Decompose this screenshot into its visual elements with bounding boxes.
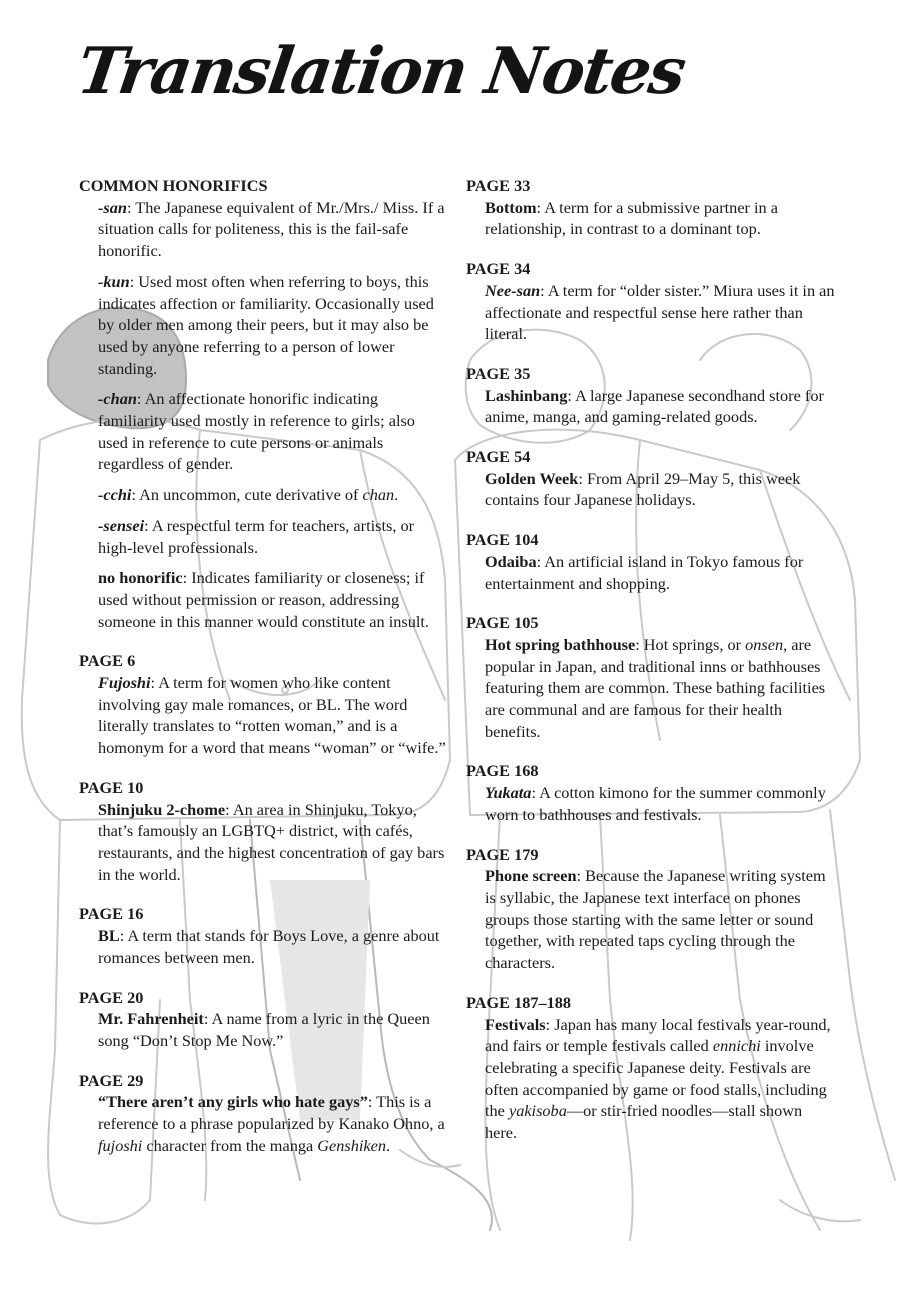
page-heading: PAGE 29	[79, 1070, 144, 1090]
section-page-6	[79, 650, 447, 759]
entry-san	[98, 197, 447, 262]
entry-text: : Hot springs, or	[635, 634, 746, 654]
entry-term: Yukata	[485, 783, 532, 803]
entry-term: Fujoshi	[98, 673, 151, 693]
entry-text: : A name from a lyric in the Queen song “Don’t Stop Me Now.”	[98, 1009, 430, 1050]
entry-text: : Japan has many local festivals year-round, and fairs or temple festivals called	[485, 1014, 831, 1056]
page-title: Translation Notes	[72, 34, 689, 109]
page-heading: PAGE 10	[79, 777, 144, 797]
entry-term: -sensei	[98, 515, 145, 535]
entry-text: : An uncommon, cute derivative of	[131, 485, 363, 505]
entry-fujoshi	[98, 672, 447, 759]
section-page-54	[466, 446, 836, 511]
entry-term: Odaiba	[485, 551, 537, 571]
page-heading: PAGE 16	[79, 904, 144, 924]
section-heading: COMMON HONORIFICS	[79, 176, 268, 195]
entry-text: : A respectful term for teachers, artists, or high-level professionals.	[98, 515, 415, 557]
section-page-10	[79, 777, 447, 886]
entry-text: : An artificial island in Tokyo famous for entertainment and shopping.	[485, 551, 804, 593]
entry-bl	[98, 925, 447, 968]
page-heading: PAGE 54	[466, 447, 531, 467]
page-heading: PAGE 179	[466, 844, 539, 864]
section-page-20	[79, 987, 447, 1052]
entry-text: : This is a reference to a phrase popularized by Kanako Ohno, a	[98, 1092, 445, 1134]
entry-hot-spring-bathhouse	[485, 634, 836, 743]
entry-italic: onsen	[745, 634, 784, 654]
entry-nee-san	[485, 280, 836, 345]
entry-text-tail: —or stir-fried noodles—stall shown here.	[485, 1101, 803, 1143]
entry-sensei	[98, 515, 447, 558]
entry-text: : An area in Shinjuku, Tokyo, that’s famously an LGBTQ+ district, with cafés, restaurants, and the highest concentration of gay bars in the world.	[98, 799, 445, 884]
entry-term: Shinjuku 2-chome	[98, 799, 226, 819]
entry-golden-week	[485, 468, 836, 511]
entry-term: Festivals	[485, 1014, 546, 1034]
page-heading: PAGE 34	[466, 259, 531, 279]
entry-text: : The Japanese equivalent of Mr./Mrs./ Miss. If a situation calls for politeness, this is the fail-safe honorific.	[98, 197, 445, 261]
entry-term: -chan	[98, 389, 137, 409]
entry-mr-fahrenheit	[98, 1008, 447, 1051]
entry-text: : From April 29–May 5, this week contains four Japanese holidays.	[485, 468, 801, 510]
section-page-16	[79, 903, 447, 968]
entry-odaiba	[485, 551, 836, 594]
entry-phone-screen	[485, 865, 836, 974]
entry-term: Nee-san	[485, 280, 541, 300]
section-page-168	[466, 760, 836, 825]
section-page-104	[466, 529, 836, 594]
entry-cchi	[98, 484, 447, 506]
page-heading: PAGE 187–188	[466, 992, 572, 1012]
entry-text: : A cotton kimono for the summer commonly worn to bathhouses and festivals.	[485, 783, 826, 824]
entry-term: Hot spring bathhouse	[485, 634, 636, 654]
entry-no-girls-hate-gays	[98, 1091, 447, 1156]
entry-text-tail: .	[394, 485, 399, 505]
entry-term: Mr. Fahrenheit	[98, 1009, 204, 1029]
entry-text: : A term that stands for Boys Love, a genre about romances between men.	[98, 926, 440, 967]
entry-text: : A term for women who like content involving gay male romances, or BL. The word literally translates to “rotten woman,” and is a homonym for a word that means “woman” or “wife.”	[98, 673, 446, 758]
entry-text: : Used most often when referring to boys, this indicates affection or familiarity. Occasionally used by older men among their peers, but it may also be used by anyone referring to a person of lower standing.	[98, 271, 434, 378]
entry-term: Golden Week	[485, 468, 579, 488]
entry-term: no honorific	[98, 568, 183, 588]
entry-term: BL	[98, 926, 120, 946]
section-page-29	[79, 1070, 447, 1157]
entry-lashinbang	[485, 385, 836, 428]
entry-text: : An affectionate honorific indicating familiarity used mostly in reference to girls; also used in reference to cute persons or animals regardless of gender.	[98, 389, 415, 474]
section-page-187-188	[466, 992, 836, 1144]
entry-term: Lashinbang	[485, 385, 568, 405]
entry-no-honorific	[98, 567, 447, 632]
entry-term: Bottom	[485, 197, 537, 217]
entry-yukata	[485, 782, 836, 825]
entry-term: -san	[98, 197, 127, 217]
section-common-honorifics	[79, 175, 447, 632]
page-heading: PAGE 104	[466, 530, 539, 550]
entry-italic: Genshiken	[317, 1135, 386, 1155]
entry-chan	[98, 388, 447, 475]
entry-term: “There aren’t any girls who hate gays”	[98, 1092, 368, 1112]
entry-italic: yakisoba	[508, 1101, 567, 1121]
page-heading: PAGE 168	[466, 761, 539, 781]
section-page-34	[466, 258, 836, 345]
entry-text: : Indicates familiarity or closeness; if used without permission or reason, addressing someone in this manner would constitute an insult.	[98, 568, 430, 631]
entry-term: -kun	[98, 271, 130, 291]
left-column	[79, 175, 447, 1174]
section-page-33	[466, 175, 836, 240]
entry-festivals	[485, 1014, 836, 1144]
right-column	[466, 175, 836, 1162]
entry-text-tail: , are popular in Japan, and traditional inns or bathhouses featuring them are common. These bathing facilities are communal and are famous for their health benefits.	[485, 634, 826, 741]
section-page-105	[466, 612, 836, 742]
entry-text: : A large Japanese secondhand store for anime, manga, and gaming-related goods.	[485, 385, 824, 427]
entry-bottom	[485, 197, 836, 240]
entry-kun	[98, 271, 447, 380]
entry-term: -cchi	[98, 485, 132, 505]
entry-shinjuku	[98, 799, 447, 886]
page-heading: PAGE 20	[79, 987, 144, 1007]
entry-text-tail: .	[386, 1135, 391, 1155]
section-page-35	[466, 363, 836, 428]
page-heading: PAGE 35	[466, 363, 531, 383]
entry-text: involve celebrating a specific Japanese deity. Festivals are often accompanied by game or food stalls, including the	[485, 1036, 827, 1121]
page-heading: PAGE 33	[466, 176, 531, 195]
entry-text: character from the manga	[142, 1135, 318, 1155]
entry-text: : A term for a submissive partner in a relationship, in contrast to a dominant top.	[485, 197, 778, 239]
entry-text: : A term for “older sister.” Miura uses it in an affectionate and respectful sense here rather than literal.	[485, 280, 835, 344]
section-page-179	[466, 844, 836, 974]
entry-italic: chan	[362, 485, 395, 505]
page-heading: PAGE 6	[79, 651, 136, 671]
entry-text: : Because the Japanese writing system is syllabic, the Japanese text interface on phones groups those starting with the same letter or sound together, with repeated taps cycling through the characters.	[485, 866, 826, 973]
entry-italic: ennichi	[712, 1036, 761, 1056]
page-heading: PAGE 105	[466, 613, 539, 633]
entry-italic: fujoshi	[98, 1135, 143, 1155]
entry-term: Phone screen	[485, 866, 577, 886]
